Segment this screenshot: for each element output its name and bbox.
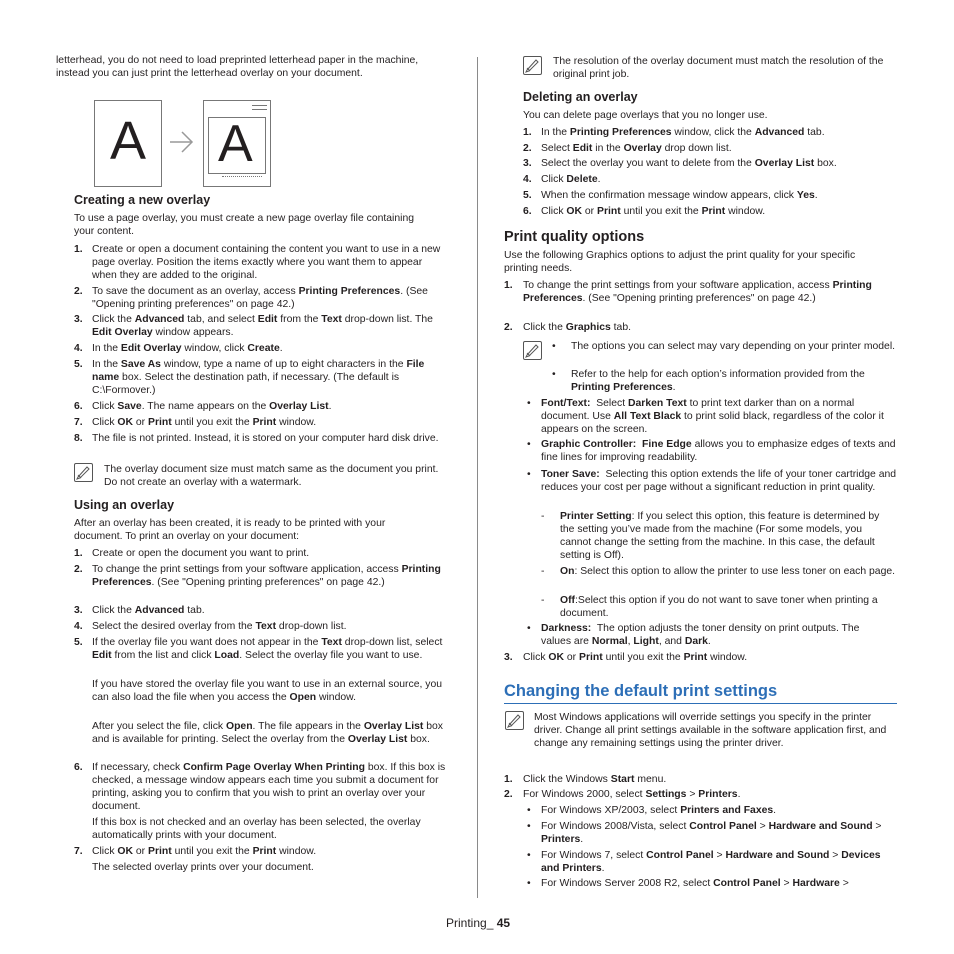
letterhead-top-rule-2	[252, 109, 267, 110]
deleting-step-number: 3.	[523, 158, 532, 169]
creating-step-number: 3.	[74, 314, 83, 325]
using-step-number: 4.	[74, 621, 83, 632]
creating-step-number: 5.	[74, 359, 83, 370]
resolution-note: The resolution of the overlay document must match the resolution of the original print job.	[553, 56, 884, 80]
intro-paragraph: letterhead, you do not need to load preprinted letterhead paper in the machine, instead you can just print the letterhead overlay on your document.	[56, 55, 419, 79]
creating-step-text: In the Save As window, type a name of up to eight characters in the File name box. Select the destination path, if necessary. (The default is C:\Formover.)	[92, 359, 425, 396]
creating-step-text: In the Edit Overlay window, click Create.	[92, 343, 283, 354]
quality-step-2: Click the Graphics tab.	[523, 322, 631, 333]
deleting-step-number: 5.	[523, 190, 532, 201]
letterhead-top-rule	[252, 105, 267, 106]
default-settings-heading: Changing the default print settings	[504, 682, 778, 700]
bullet: •	[527, 398, 531, 409]
bullet: •	[527, 439, 531, 450]
original-page	[94, 100, 162, 187]
quality-option: Font/Text: Select Darken Text to print text darker than on a normal document. Use All Text Black to print solid black, regardless of the color it appears on the screen.	[541, 398, 884, 435]
print-quality-intro: Use the following Graphics options to adjust the print quality for your specific printing needs.	[504, 250, 856, 274]
note-icon	[74, 463, 93, 482]
deleting-step-text: Click OK or Print until you exit the Print window.	[541, 206, 766, 217]
windows-version-item: For Windows XP/2003, select Printers and Faxes.	[541, 805, 777, 816]
print-quality-heading: Print quality options	[504, 229, 645, 245]
using-step-text: Select the desired overlay from the Text drop-down list.	[92, 621, 347, 632]
creating-step-number: 8.	[74, 433, 83, 444]
bullet: •	[552, 369, 556, 380]
using-heading: Using an overlay	[74, 498, 175, 512]
letterhead-footer-dots	[222, 176, 262, 179]
creating-note: The overlay document size must match same as the document you print. Do not create an overlay with a watermark.	[104, 464, 439, 488]
overlay-figure	[94, 100, 274, 186]
bullet: -	[541, 595, 545, 606]
quality-note-item: The options you can select may vary depending on your printer model.	[571, 341, 896, 352]
deleting-step-number: 4.	[523, 174, 532, 185]
creating-intro: To use a page overlay, you must create a new page overlay file containing your content.	[74, 213, 415, 237]
quality-option: Toner Save: Selecting this option extends the life of your toner cartridge and reduces your cost per page without a significant reduction in print quality.	[541, 469, 897, 493]
default-step-2: For Windows 2000, select Settings > Printers.	[523, 789, 741, 800]
deleting-step-text: Select Edit in the Overlay drop down list.	[541, 143, 732, 154]
quality-step-3-number: 3.	[504, 652, 513, 663]
windows-version-item: For Windows 2008/Vista, select Control Panel > Hardware and Sound > Printers.	[541, 821, 882, 845]
using-step-text: The selected overlay prints over your document.	[92, 862, 314, 873]
using-step-text: After you select the file, click Open. The file appears in the Overlay List box and is available for printing. Select the overlay from the Overlay List box.	[92, 721, 443, 745]
using-step-number: 3.	[74, 605, 83, 616]
using-step-number: 6.	[74, 762, 83, 773]
default-step-1-number: 1.	[504, 774, 513, 785]
deleting-step-text: Select the overlay you want to delete from the Overlay List box.	[541, 158, 837, 169]
default-settings-note: Most Windows applications will override settings you specify in the printer driver. Change all print settings available in the software application first, and change any remaining settings using the printer driver.	[534, 712, 887, 749]
quality-step-3: Click OK or Print until you exit the Print window.	[523, 652, 748, 663]
deleting-step-text: In the Printing Preferences window, click the Advanced tab.	[541, 127, 825, 138]
heading-rule	[504, 703, 897, 704]
page-footer	[446, 916, 510, 930]
toner-sub-option: Off:Select this option if you do not want to save toner when printing a document.	[560, 595, 878, 619]
quality-step-1-number: 1.	[504, 280, 513, 291]
toner-sub-option: Printer Setting: If you select this option, this feature is determined by the setting you’ve made from the machine (For some models, you cannot change the setting from the machine. In this case, the default setting is Off).	[560, 511, 880, 561]
footer-label: Printing_	[446, 916, 494, 930]
letterhead-page	[203, 100, 271, 187]
arrow-icon	[169, 130, 195, 154]
using-step-text: If the overlay file you want does not appear in the Text drop-down list, select Edit from the list and click Load. Select the overlay file you want to use.	[92, 637, 443, 661]
default-step-2-number: 2.	[504, 789, 513, 800]
deleting-heading: Deleting an overlay	[523, 90, 638, 104]
default-step-1: Click the Windows Start menu.	[523, 774, 667, 785]
creating-step-number: 2.	[74, 286, 83, 297]
bullet: •	[527, 805, 531, 816]
creating-step-text: Click Save. The name appears on the Overlay List.	[92, 401, 332, 412]
deleting-step-text: When the confirmation message window appears, click Yes.	[541, 190, 818, 201]
bullet: •	[527, 821, 531, 832]
bullet: •	[527, 850, 531, 861]
using-step-text: If necessary, check Confirm Page Overlay When Printing box. If this box is checked, a message window appears each time you submit a document for printing, asking you to confirm that you wish to print an overlay over your document.	[92, 762, 446, 812]
toner-sub-option: On: Select this option to allow the printer to use less toner on each page.	[560, 566, 896, 577]
quality-option: Graphic Controller: Fine Edge allows you to emphasize edges of texts and fine lines for improving readability.	[541, 439, 896, 463]
quality-step-1: To change the print settings from your software application, access Printing Preferences. (See "Opening printing preferences" on page 42.)	[523, 280, 872, 304]
bullet: •	[527, 469, 531, 480]
column-divider	[477, 57, 478, 898]
creating-step-text: To save the document as an overlay, access Printing Preferences. (See "Opening printing preferences" on page 42.)	[92, 286, 428, 310]
note-icon	[523, 341, 542, 360]
using-step-text: If this box is not checked and an overlay has been selected, the overlay automatically prints with your document.	[92, 817, 421, 841]
creating-heading: Creating a new overlay	[74, 193, 211, 207]
page-number: 45	[496, 916, 511, 930]
deleting-intro: You can delete page overlays that you no longer use.	[523, 110, 768, 121]
note-icon	[523, 56, 542, 75]
using-step-text: Click OK or Print until you exit the Print window.	[92, 846, 317, 857]
bullet: •	[527, 878, 531, 889]
creating-step-number: 4.	[74, 343, 83, 354]
creating-step-text: Create or open a document containing the content you want to use in a new page overlay. Position the items exactly where you want them to appear when they are added to the original.	[92, 244, 441, 281]
using-step-number: 2.	[74, 564, 83, 575]
using-step-text: Create or open the document you want to print.	[92, 548, 310, 559]
creating-step-number: 7.	[74, 417, 83, 428]
quality-step-2-number: 2.	[504, 322, 513, 333]
bullet: -	[541, 566, 545, 577]
original-letter: A	[110, 111, 147, 171]
deleting-step-number: 6.	[523, 206, 532, 217]
bullet: -	[541, 511, 545, 522]
using-intro: After an overlay has been created, it is ready to be printed with your document. To print an overlay on your document:	[74, 518, 386, 542]
using-step-number: 7.	[74, 846, 83, 857]
creating-step-number: 6.	[74, 401, 83, 412]
bullet: •	[552, 341, 556, 352]
using-step-text: Click the Advanced tab.	[92, 605, 205, 616]
bullet: •	[527, 623, 531, 634]
darkness-option: Darkness: The option adjusts the toner density on print outputs. The values are Normal, Light, and Dark.	[541, 623, 860, 647]
letterhead-letter: A	[218, 115, 253, 173]
windows-version-item: For Windows 7, select Control Panel > Hardware and Sound > Devices and Printers.	[541, 850, 881, 874]
creating-step-number: 1.	[74, 244, 83, 255]
letterhead-box	[208, 117, 266, 174]
using-step-text: To change the print settings from your software application, access Printing Preferences. (See "Opening printing preferences" on page 42.)	[92, 564, 441, 588]
using-step-number: 5.	[74, 637, 83, 648]
note-icon	[505, 711, 524, 730]
deleting-step-number: 2.	[523, 143, 532, 154]
windows-version-item: For Windows Server 2008 R2, select Control Panel > Hardware >	[541, 878, 849, 889]
using-step-text: If you have stored the overlay file you want to use in an external source, you can also load the file when you access the Open window.	[92, 679, 443, 703]
creating-step-text: Click OK or Print until you exit the Print window.	[92, 417, 317, 428]
deleting-step-number: 1.	[523, 127, 532, 138]
using-step-number: 1.	[74, 548, 83, 559]
quality-note-item: Refer to the help for each option’s information provided from the Printing Preferences.	[571, 369, 865, 393]
deleting-step-text: Click Delete.	[541, 174, 601, 185]
creating-step-text: The file is not printed. Instead, it is stored on your computer hard disk drive.	[92, 433, 439, 444]
creating-step-text: Click the Advanced tab, and select Edit from the Text drop-down list. The Edit Overlay window appears.	[92, 314, 433, 338]
